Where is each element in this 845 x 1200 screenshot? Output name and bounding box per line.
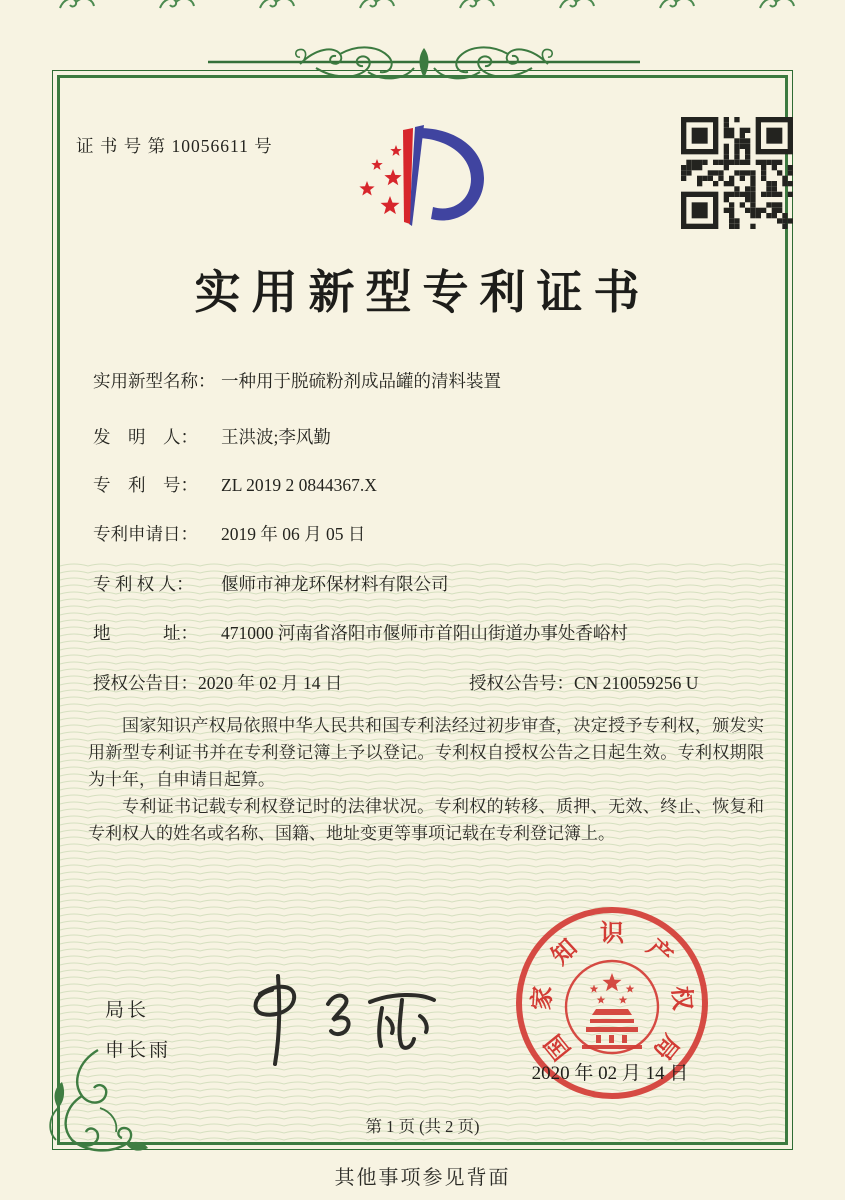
certificate-title: 实用新型专利证书 <box>194 267 651 318</box>
legal-text-block <box>88 712 764 847</box>
field-inventors <box>93 424 331 449</box>
director-title: 局长 <box>105 1000 150 1021</box>
field-label: 专 利 号： <box>93 475 198 495</box>
svg-text:局: 局 <box>647 1028 684 1064</box>
field-value: 偃师市神龙环保材料有限公司 <box>221 574 449 594</box>
field-label: 实用新型名称： <box>93 371 216 391</box>
field-value: 471000 河南省洛阳市偃师市首阳山街道办事处香峪村 <box>221 623 628 643</box>
field-value: 一种用于脱硫粉剂成品罐的清料装置 <box>221 371 501 391</box>
svg-text:产: 产 <box>641 934 677 971</box>
svg-text:知: 知 <box>547 934 583 971</box>
field-label: 专 利 权 人： <box>93 574 194 594</box>
field-label: 发 明 人： <box>93 427 198 447</box>
field-value: 王洪波;李风勤 <box>221 427 331 447</box>
seal-date: 2020 年 02 月 14 日 <box>531 1063 689 1084</box>
field-label: 专利申请日： <box>93 524 198 544</box>
cnipa-logo-icon <box>353 124 493 244</box>
svg-text:权: 权 <box>667 985 695 1012</box>
grant-number-value: CN 210059256 U <box>574 673 699 693</box>
qr-code <box>681 117 793 229</box>
field-grant-row <box>93 670 793 695</box>
field-label: 地 址： <box>93 623 198 643</box>
grant-date-label: 授权公告日： <box>93 673 198 693</box>
field-value: ZL 2019 2 0844367.X <box>221 475 377 495</box>
top-edge-ornaments <box>0 0 845 14</box>
director-name: 申长雨 <box>105 1040 172 1061</box>
field-patent-number <box>93 472 377 497</box>
field-patent-name <box>93 368 501 393</box>
certificate-number: 证 书 号 第 10056611 号 <box>76 136 273 156</box>
director-block <box>105 995 171 1075</box>
field-patentee <box>93 571 449 596</box>
svg-text:家: 家 <box>529 985 557 1012</box>
seal-emblem-gate <box>582 1009 642 1049</box>
director-signature <box>232 972 447 1072</box>
back-side-note: 其他事项参见背面 <box>334 1167 511 1189</box>
svg-text:国: 国 <box>540 1028 577 1064</box>
legal-paragraph-1: 国家知识产权局依照中华人民共和国专利法经过初步审查，决定授予专利权，颁发实用新型专利证书并在专利登记簿上予以登记。专利权自授权公告之日起生效。专利权期限为十年，自申请日起算。 <box>88 716 764 789</box>
field-address <box>93 620 628 645</box>
grant-date-value: 2020 年 02 月 14 日 <box>198 673 343 693</box>
grant-number-label: 授权公告号： <box>469 673 574 693</box>
field-filing-date <box>93 521 365 546</box>
legal-paragraph-2: 专利证书记载专利权登记时的法律状况。专利权的转移、质押、无效、终止、恢复和专利权人的姓名或名称、国籍、地址变更等事项记载在专利登记簿上。 <box>88 797 764 843</box>
field-value: 2019 年 06 月 05 日 <box>221 524 366 544</box>
svg-text:识: 识 <box>600 921 624 947</box>
page-number: 第 1 页 (共 2 页) <box>365 1117 480 1136</box>
